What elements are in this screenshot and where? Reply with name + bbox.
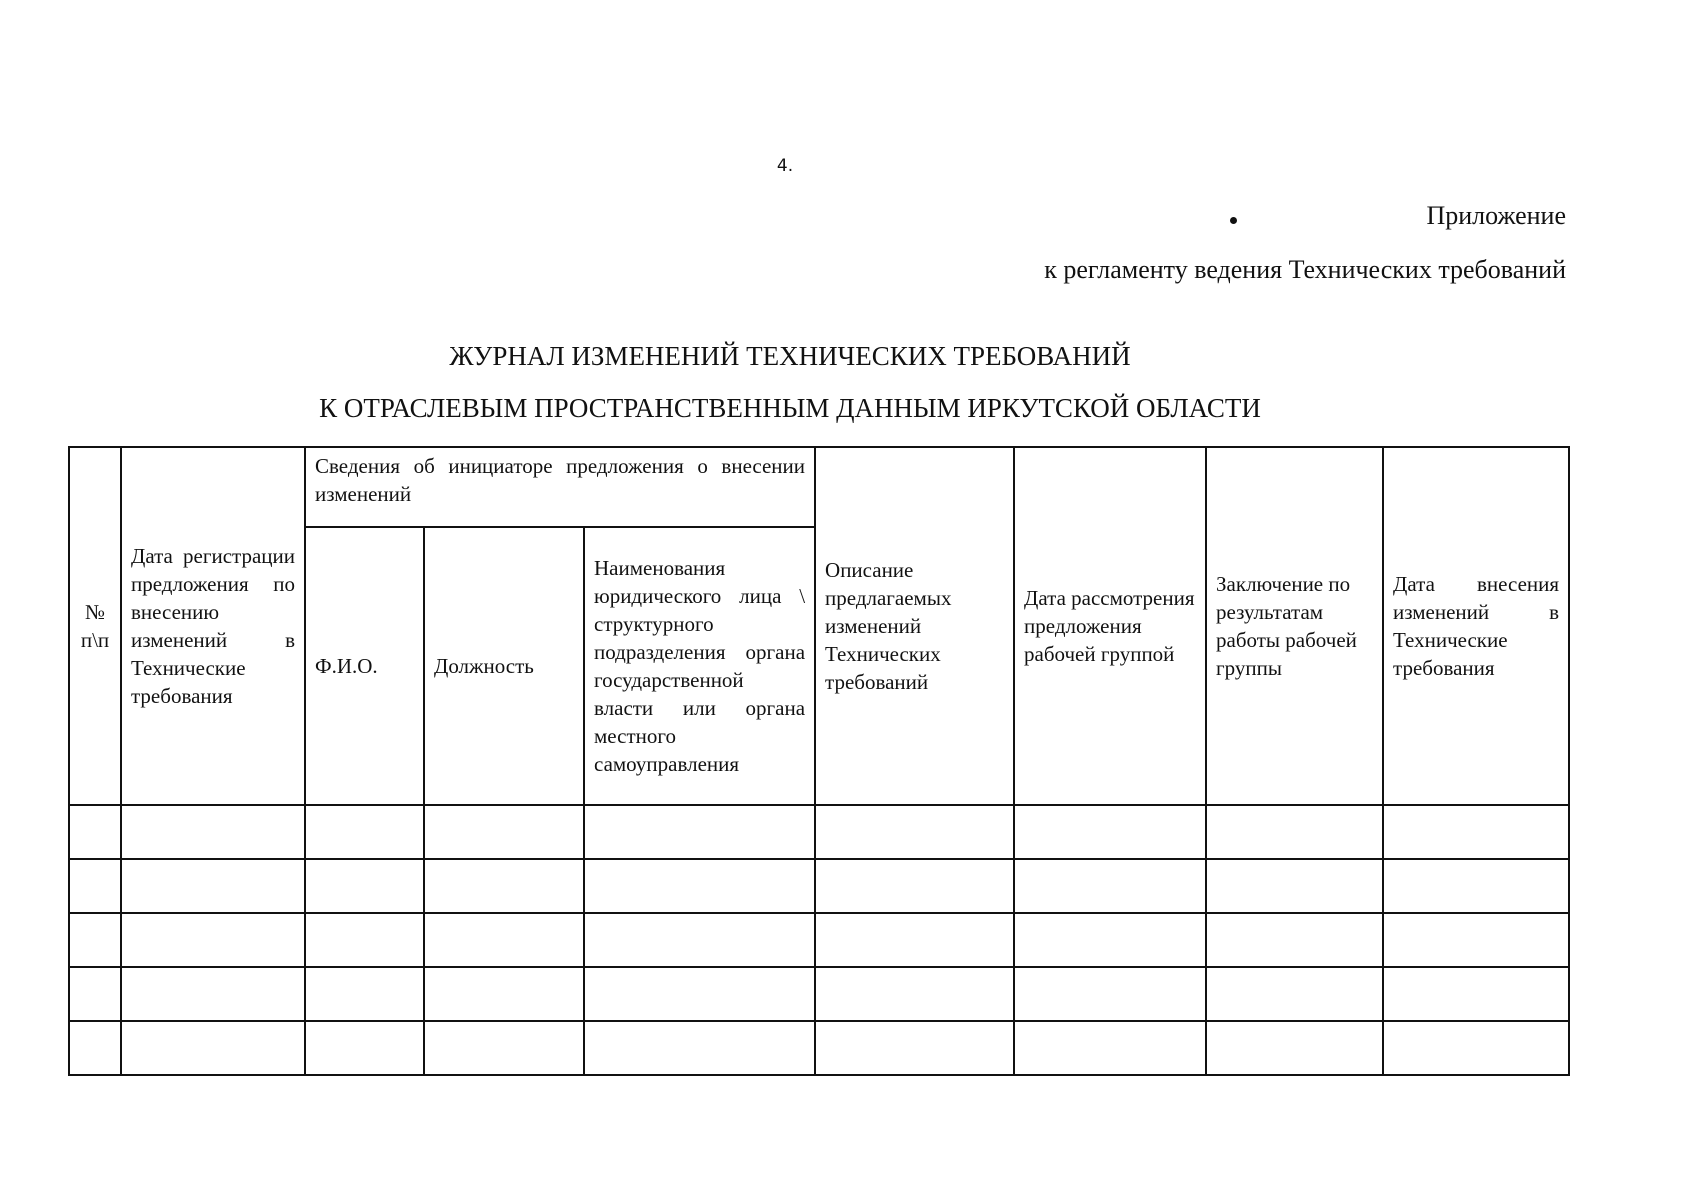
- table-cell: [69, 859, 121, 913]
- header-organization: Наименования юридического лица \ структурного подразделения органа государственной власти или органа местного самоуправления: [584, 527, 815, 805]
- table-cell: [1383, 913, 1569, 967]
- table-cell: [1206, 1021, 1383, 1075]
- table-cell: [305, 859, 424, 913]
- table-cell: [815, 967, 1014, 1021]
- table-cell: [1014, 913, 1206, 967]
- document-title-line-2: К ОТРАСЛЕВЫМ ПРОСТРАНСТВЕННЫМ ДАННЫМ ИРКУТСКОЙ ОБЛАСТИ: [319, 393, 1261, 423]
- table-cell: [1014, 1021, 1206, 1075]
- table-cell: [121, 967, 305, 1021]
- header-conclusion: Заключение по результатам работы рабочей группы: [1206, 447, 1383, 805]
- table-cell: [1206, 859, 1383, 913]
- table-cell: [584, 913, 815, 967]
- table-cell: [1206, 805, 1383, 859]
- table-cell: [121, 1021, 305, 1075]
- table-cell: [1383, 859, 1569, 913]
- table-body: [69, 805, 1569, 1075]
- table-cell: [69, 805, 121, 859]
- table-cell: [1383, 1021, 1569, 1075]
- header-position: Должность: [424, 527, 584, 805]
- header-row-top: [69, 447, 1569, 527]
- header-introduction-date: Дата внесения изменений в Технические требования: [1383, 447, 1569, 805]
- table-cell: [584, 1021, 815, 1075]
- table-row: [69, 913, 1569, 967]
- table-cell: [584, 967, 815, 1021]
- table-cell: [305, 1021, 424, 1075]
- table-cell: [1014, 967, 1206, 1021]
- table-cell: [69, 913, 121, 967]
- appendix-subtitle: к регламенту ведения Технических требований: [1044, 255, 1566, 284]
- table-cell: [1383, 967, 1569, 1021]
- table-cell: [424, 805, 584, 859]
- bullet-mark: [1230, 217, 1237, 224]
- table-cell: [424, 1021, 584, 1075]
- header-initiator-group: Сведения об инициаторе предложения о внесении изменений: [305, 447, 815, 527]
- table-cell: [424, 967, 584, 1021]
- table-cell: [584, 805, 815, 859]
- table-cell: [305, 805, 424, 859]
- table-row: [69, 859, 1569, 913]
- change-journal-table: [68, 446, 1570, 1076]
- table-cell: [1206, 913, 1383, 967]
- table-cell: [121, 913, 305, 967]
- table-cell: [1014, 859, 1206, 913]
- table-cell: [424, 859, 584, 913]
- header-description: Описание предлагаемых изменений Технических требований: [815, 447, 1014, 805]
- table-cell: [305, 913, 424, 967]
- table-cell: [424, 913, 584, 967]
- table-cell: [584, 859, 815, 913]
- header-review-date: Дата рассмотрения предложения рабочей группой: [1014, 447, 1206, 805]
- table-cell: [305, 967, 424, 1021]
- table-cell: [815, 913, 1014, 967]
- table-row: [69, 967, 1569, 1021]
- table-row: [69, 805, 1569, 859]
- table-cell: [121, 859, 305, 913]
- header-number: № п\п: [69, 447, 121, 805]
- page-number: 4.: [776, 156, 794, 176]
- table-row: [69, 1021, 1569, 1075]
- table-cell: [1206, 967, 1383, 1021]
- document-title-line-1: ЖУРНАЛ ИЗМЕНЕНИЙ ТЕХНИЧЕСКИХ ТРЕБОВАНИЙ: [449, 341, 1131, 371]
- table-cell: [815, 1021, 1014, 1075]
- table-cell: [1383, 805, 1569, 859]
- table-cell: [1014, 805, 1206, 859]
- table-cell: [69, 1021, 121, 1075]
- appendix-title: Приложение: [1426, 201, 1566, 230]
- header-registration-date: Дата регистрации предложения по внесению изменений в Технические требования: [121, 447, 305, 805]
- table-cell: [121, 805, 305, 859]
- header-full-name: Ф.И.О.: [305, 527, 424, 805]
- table-cell: [815, 859, 1014, 913]
- table-cell: [815, 805, 1014, 859]
- table-cell: [69, 967, 121, 1021]
